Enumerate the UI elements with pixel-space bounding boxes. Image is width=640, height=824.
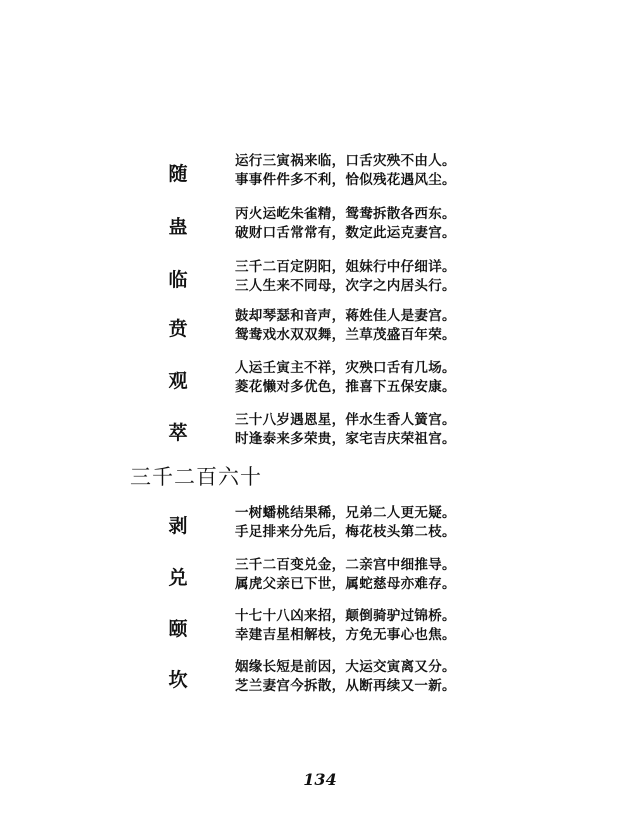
- verse-line: 芝兰妻宫今拆散，从断再续又一新。: [235, 678, 456, 694]
- hexagram-name: 蛊: [168, 216, 188, 238]
- hexagram-name: 萃: [168, 422, 188, 444]
- hexagram-name: 剥: [168, 515, 188, 537]
- hexagram-name: 临: [168, 269, 188, 291]
- verse-line: 一树蟠桃结果稀，兄弟二人更无疑。: [235, 505, 456, 521]
- verse-line: 三人生来不同母，次字之内居头行。: [235, 278, 456, 294]
- verse-line: 三十八岁遇恩星，伴水生香人簧宫。: [235, 412, 456, 428]
- verse-line: 运行三寅祸来临，口舌灾殃不由人。: [235, 153, 456, 169]
- hexagram-name: 随: [168, 163, 188, 185]
- verse-line: 手足排来分先后，梅花枝头第二枝。: [235, 524, 456, 540]
- hexagram-name: 贲: [168, 318, 188, 340]
- hexagram-name: 观: [168, 370, 188, 392]
- verse-line: 鸳鸯戏水双双舞，兰草茂盛百年荣。: [235, 327, 456, 343]
- hexagram-name: 坎: [168, 669, 188, 691]
- hexagram-name: 颐: [168, 618, 188, 640]
- verse-line: 丙火运屹朱雀精，鸳鸯拆散各西东。: [235, 206, 456, 222]
- verse-line: 属虎父亲已下世，属蛇慈母亦难存。: [235, 576, 456, 592]
- hexagram-name: 兑: [168, 567, 188, 589]
- verse-line: 三千二百定阴阳，姐妹行中仔细详。: [235, 259, 456, 275]
- verse-line: 鼓却琴瑟和音声，蒋姓佳人是妻宫。: [235, 308, 456, 324]
- verse-line: 菱花懒对多优色，推喜下五保安康。: [235, 379, 456, 395]
- verse-line: 时逢泰来多荣贵，家宅吉庆荣祖宫。: [235, 431, 456, 447]
- verse-line: 破财口舌常常有，数定此运克妻宫。: [235, 225, 456, 241]
- verse-line: 十七十八凶来招，颠倒骑驴过锦桥。: [235, 608, 456, 624]
- page-number: 134: [303, 770, 337, 789]
- verse-line: 三千二百变兑金，二亲宫中细推导。: [235, 557, 456, 573]
- verse-line: 事事件件多不利，恰似残花遇风尘。: [235, 172, 456, 188]
- verse-line: 姻缘长短是前因，大运交寅离又分。: [235, 659, 456, 675]
- verse-line: 人运壬寅主不祥，灾殃口舌有几场。: [235, 360, 456, 376]
- section-heading: 三千二百六十: [130, 465, 262, 489]
- verse-line: 幸建吉星相解枝，方免无事心也焦。: [235, 627, 456, 643]
